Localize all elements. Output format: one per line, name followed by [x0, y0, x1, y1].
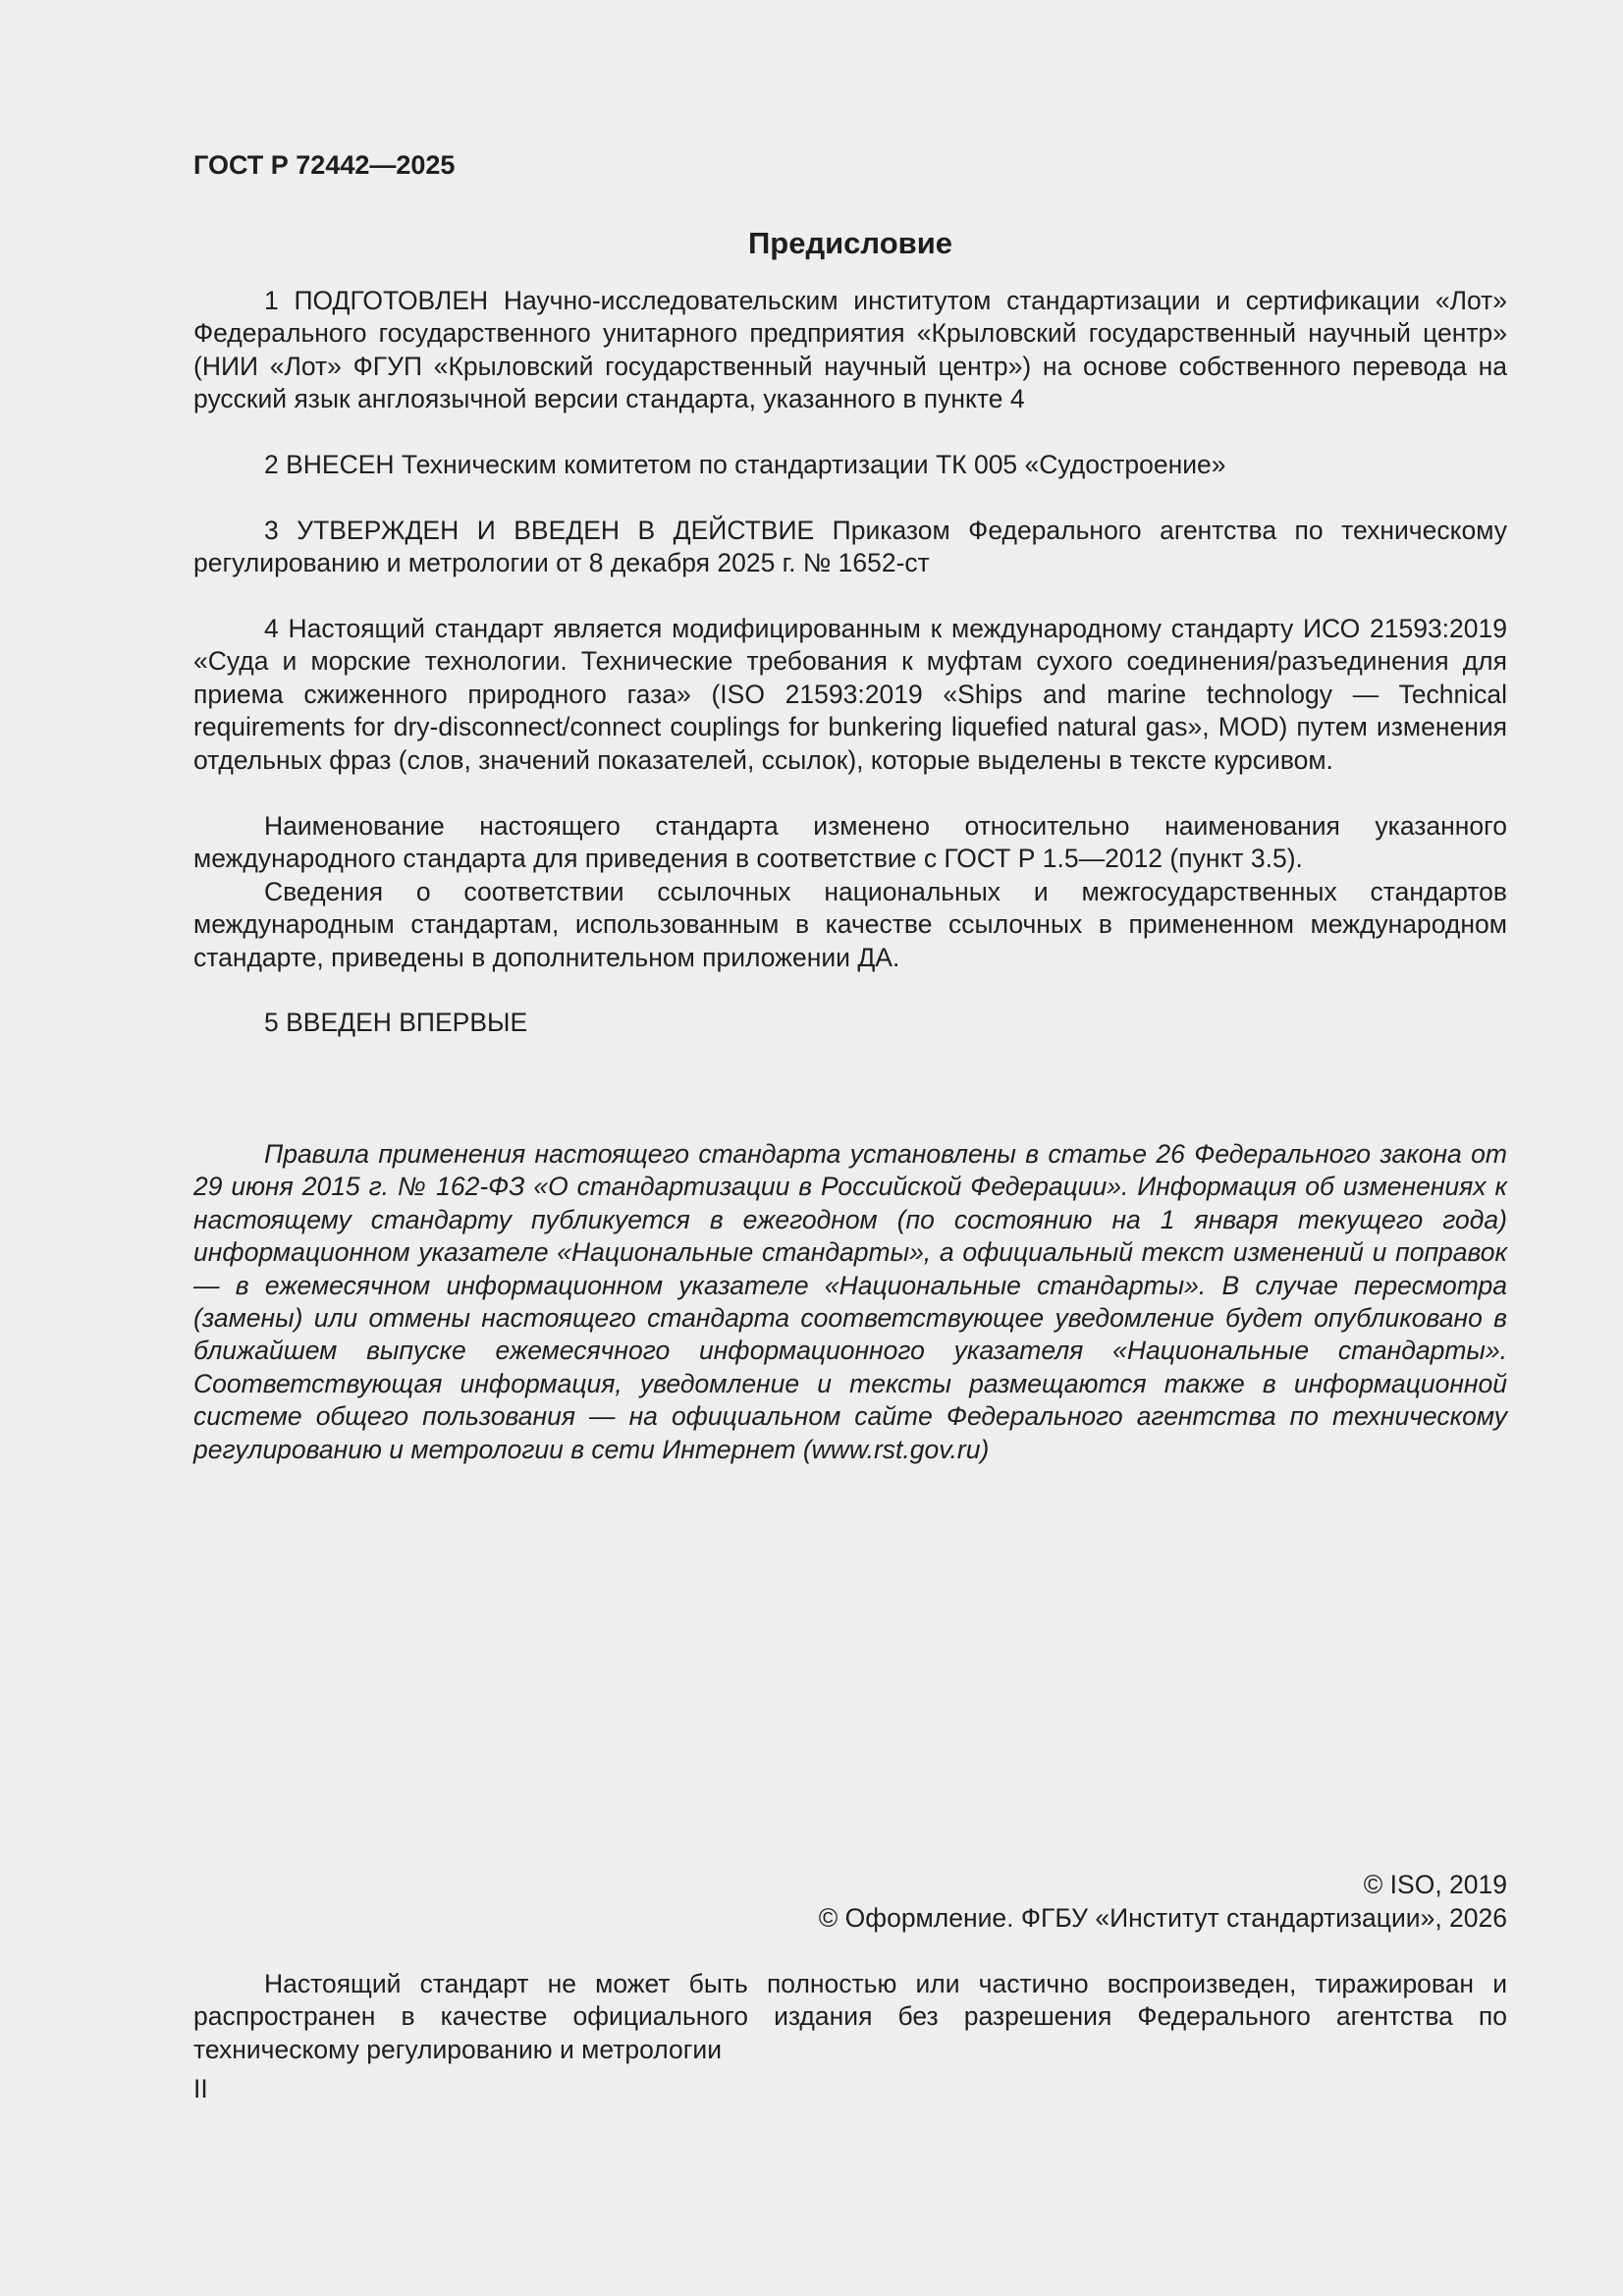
page-title: Предисловие: [747, 226, 952, 260]
foreword-item-4-references-note: Сведения о соответствии ссылочных национальных и межгосударственных стандартов международным стандартам, использованным в качестве ссылочных в примененном международном стандарте, приведены в дополнительном приложении ДА.: [193, 877, 1507, 972]
foreword-item-3: 3 УТВЕРЖДЕН И ВВЕДЕН В ДЕЙСТВИЕ Приказом Федерального агентства по техническому регулированию и метрологии от 8 декабря 2025 г. № 1652-ст: [193, 516, 1507, 578]
reproduction-notice: Настоящий стандарт не может быть полностью или частично воспроизведен, тиражирован и распространен в качестве официального издания без разрешения Федерального агентства по техническому регулированию и метрологии: [193, 1969, 1507, 2064]
foreword-item-4-name-note: Наименование настоящего стандарта изменено относительно наименования указанного международного стандарта для приведения в соответствие с ГОСТ Р 1.5—2012 (пункт 3.5).: [193, 811, 1507, 874]
foreword-item-2: 2 ВНЕСЕН Техническим комитетом по стандартизации ТК 005 «Судостроение»: [264, 450, 1226, 479]
foreword-item-4: 4 Настоящий стандарт является модифицированным к международному стандарту ИСО 21593:2019 «Суда и морские технологии. Технические требования к муфтам сухого соединения/разъединения для приема сжиженного природного газа» (ISO 21593:2019 «Ships and marine technology — Technical requirements for dry-disconnect/connect couplings for bunkering liquefied natural gas», MOD) путем изменения отдельных фраз (слов, значений показателей, ссылок), которые выделены в тексте курсивом.: [193, 614, 1507, 775]
foreword-item-1: 1 ПОДГОТОВЛЕН Научно-исследовательским институтом стандартизации и сертификации «Лот» Федерального государственного унитарного предприятия «Крыловский государственный научный центр» (НИИ «Лот» ФГУП «Крыловский государственный научный центр») на основе собственного перевода на русский язык англоязычной версии стандарта, указанного в пункте 4: [193, 286, 1507, 414]
copyright-design: © Оформление. ФГБУ «Институт стандартизации», 2026: [818, 1903, 1507, 1933]
document-page: [193, 0, 1507, 2296]
page-number: II: [193, 2074, 208, 2104]
rules-notice: Правила применения настоящего стандарта установлены в статье 26 Федерального закона от 29 июня 2015 г. № 162-ФЗ «О стандартизации в Российской Федерации». Информация об изменениях к настоящему стандарту публикуется в ежегодном (по состоянию на 1 января текущего года) информационном указателе «Национальные стандарты», а официальный текст изменений и поправок — в ежемесячном информационном указателе «Национальные стандарты». В случае пересмотра (замены) или отмены настоящего стандарта соответствующее уведомление будет опубликовано в ближайшем выпуске ежемесячного информационного указателя «Национальные стандарты». Соответствующая информация, уведомление и тексты размещаются также в информационной системе общего пользования — на официальном сайте Федерального агентства по техническому регулированию и метрологии в сети Интернет (www.rst.gov.ru): [193, 1139, 1507, 1464]
copyright-iso: © ISO, 2019: [1363, 1870, 1507, 1899]
foreword-item-5: 5 ВВЕДЕН ВПЕРВЫЕ: [264, 1008, 528, 1037]
document-code: ГОСТ Р 72442—2025: [193, 150, 456, 180]
